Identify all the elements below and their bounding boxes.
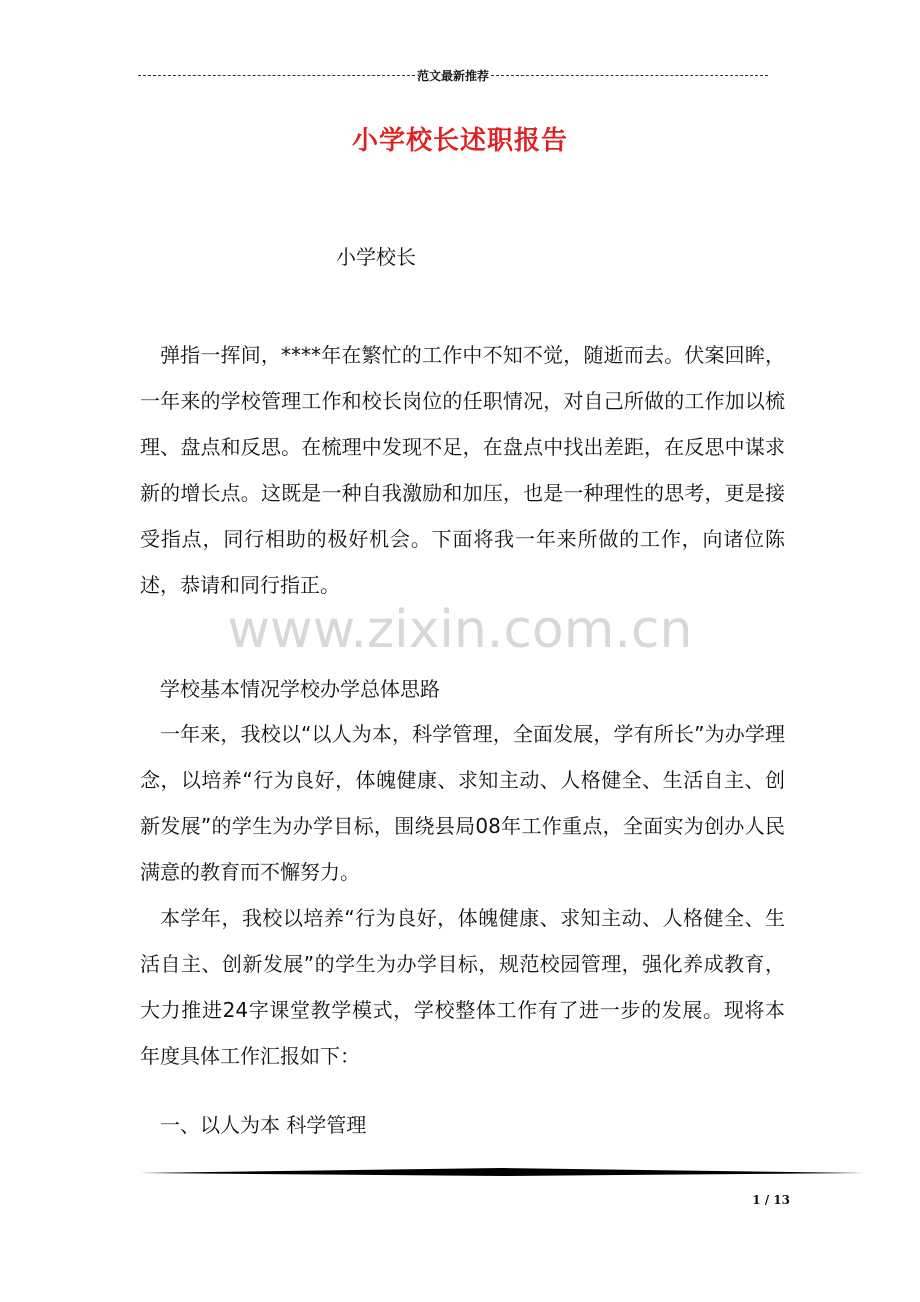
paragraph-section-heading [140,666,785,712]
paragraph-subheading [140,1102,785,1148]
header-dash-right [491,75,768,76]
paragraph-this-year [140,895,785,1079]
paragraph-text: 一年来，我校以“以人为本，科学管理，全面发展，学有所长”为办学理念，以培养“行为良好，体魄健康、求知主动、人格健全、生活自主、创新发展”的学生为办学目标，围绕县局08年工作重点，全面实为创办人民满意的教育而不懈努力。 [140,722,785,884]
footer-rule [140,1167,865,1177]
paragraph-philosophy [140,711,785,895]
page-header [138,66,768,84]
watermark: www.zixin.com.cn [227,600,693,660]
page-number: 1 / 13 [752,1193,790,1207]
header-label: 范文最新推荐 [417,68,490,83]
paragraph-text: 学校基本情况学校办学总体思路 [160,677,440,701]
paragraph-text: 本学年，我校以培养“行为良好，体魄健康、求知主动、人格健全、生活自主、创新发展”的学生为办学目标，规范校园管理，强化养成教育，大力推进24字课堂教学模式，学校整体工作有了进一步的发展。现将本年度具体工作汇报如下： [140,906,785,1068]
paragraph-text: 弹指一挥间，****年在繁忙的工作中不知不觉，随逝而去。伏案回眸，一年来的学校管理工作和校长岗位的任职情况，对自己所做的工作加以梳理、盘点和反思。在梳理中发现不足，在盘点中找出差距，在反思中谋求新的增长点。这既是一种自我激励和加压，也是一种理性的思考，更是接受指点，同行相助的极好机会。下面将我一年来所做的工作，向诸位陈述，恭请和同行指正。 [140,343,785,597]
paragraph-intro [140,332,785,608]
paragraph-text: 一、以人为本 科学管理 [160,1113,367,1137]
document-title: 小学校长述职报告 [351,126,568,156]
document-author: 小学校长 [336,245,416,269]
header-dash-left [138,75,415,76]
